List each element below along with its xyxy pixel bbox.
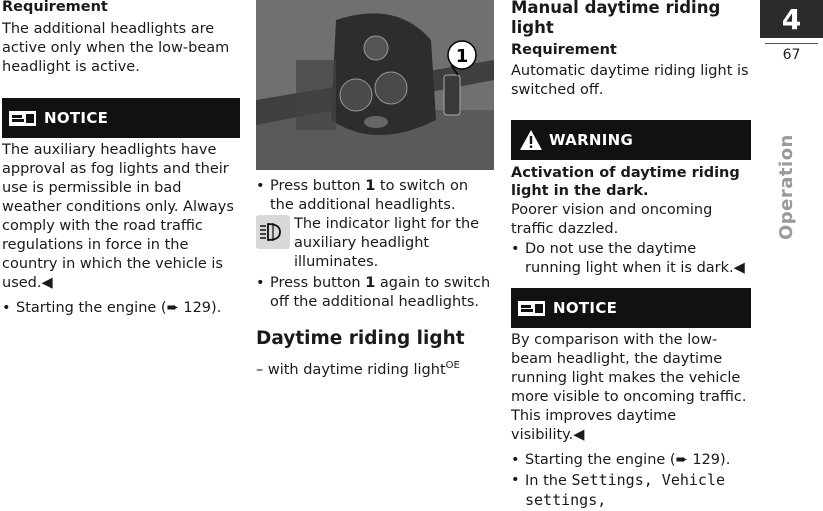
bullet-settings-menu: • In the Settings, Vehicle settings,	[511, 471, 751, 511]
notice-hand-icon	[8, 107, 38, 129]
indicator-text: The indicator light for the auxiliary headlight illuminates.	[294, 216, 480, 270]
warning-label: WARNING	[549, 131, 634, 149]
daytime-riding-light-heading: Daytime riding light	[256, 328, 465, 349]
requirement-heading: Requirement	[2, 0, 108, 15]
requirement-heading: Requirement	[511, 42, 617, 58]
section-side-label: Operation	[776, 134, 797, 240]
warning-triangle-icon	[519, 129, 543, 151]
notice-hand-icon	[517, 297, 547, 319]
tab-divider	[765, 43, 818, 44]
photo-callout-1: 1	[455, 46, 469, 67]
notice-text: The auxiliary headlights have approval as fog lights and their use is permissible in bad weather conditions only. Always comply with the road traffic regulations in force in the country in which the vehicle is used.◀	[2, 142, 234, 291]
handlebar-switch-photo	[256, 0, 494, 170]
notice-text: By comparison with the low-beam headlight, the daytime running light makes the vehicle more visible to oncoming traffic. This improves daytime visibility.◀	[511, 332, 747, 443]
end-mark-icon: ◀	[733, 260, 745, 276]
option-line: – with daytime riding light$^{OE}$	[256, 360, 460, 378]
bullet-press-button-off: • Press button 1 again to switch off the additional headlights.	[256, 274, 494, 312]
handlebar-switch-illustration	[256, 0, 494, 170]
bullet-press-button-on: • Press button 1 to switch on the additional headlights.	[256, 177, 494, 215]
page-number: 67	[782, 47, 801, 63]
column-3	[511, 0, 751, 511]
warning-banner	[511, 120, 751, 160]
warning-text: Poorer vision and oncoming traffic dazzled.	[511, 202, 713, 237]
manual-daytime-heading: Manual daytime riding light	[511, 0, 721, 37]
end-mark-icon: ◀	[41, 275, 53, 291]
end-mark-icon: ◀	[573, 427, 585, 443]
notice-banner	[2, 98, 240, 138]
option-dash: –	[256, 361, 268, 378]
column-2	[256, 0, 494, 380]
requirement-text: Automatic daytime riding light is switched off.	[511, 63, 749, 98]
warning-title: Activation of daytime riding light in the dark.	[511, 165, 740, 199]
indicator-note	[256, 215, 494, 272]
notice-label: NOTICE	[553, 299, 618, 317]
page-ref-link[interactable]: 129).	[692, 452, 731, 468]
notice-banner	[511, 288, 751, 328]
page-ref-arrow-icon: ➨	[675, 452, 688, 468]
chapter-number: 4	[760, 0, 823, 38]
column-1	[2, 0, 240, 318]
requirement-text: The additional headlights are active only when the low-beam headlight is active.	[2, 21, 230, 75]
auxiliary-headlight-indicator-icon	[256, 215, 290, 249]
notice-label: NOTICE	[44, 109, 109, 127]
page-ref-link[interactable]: 129).	[183, 300, 222, 316]
page-ref-arrow-icon: ➨	[166, 300, 179, 316]
warning-bullet: • Do not use the daytime running light when it is dark.◀	[511, 240, 751, 278]
bullet-starting-engine: • Starting the engine (➨ 129).	[2, 299, 240, 318]
bullet-starting-engine: • Starting the engine (➨ 129).	[511, 451, 751, 470]
